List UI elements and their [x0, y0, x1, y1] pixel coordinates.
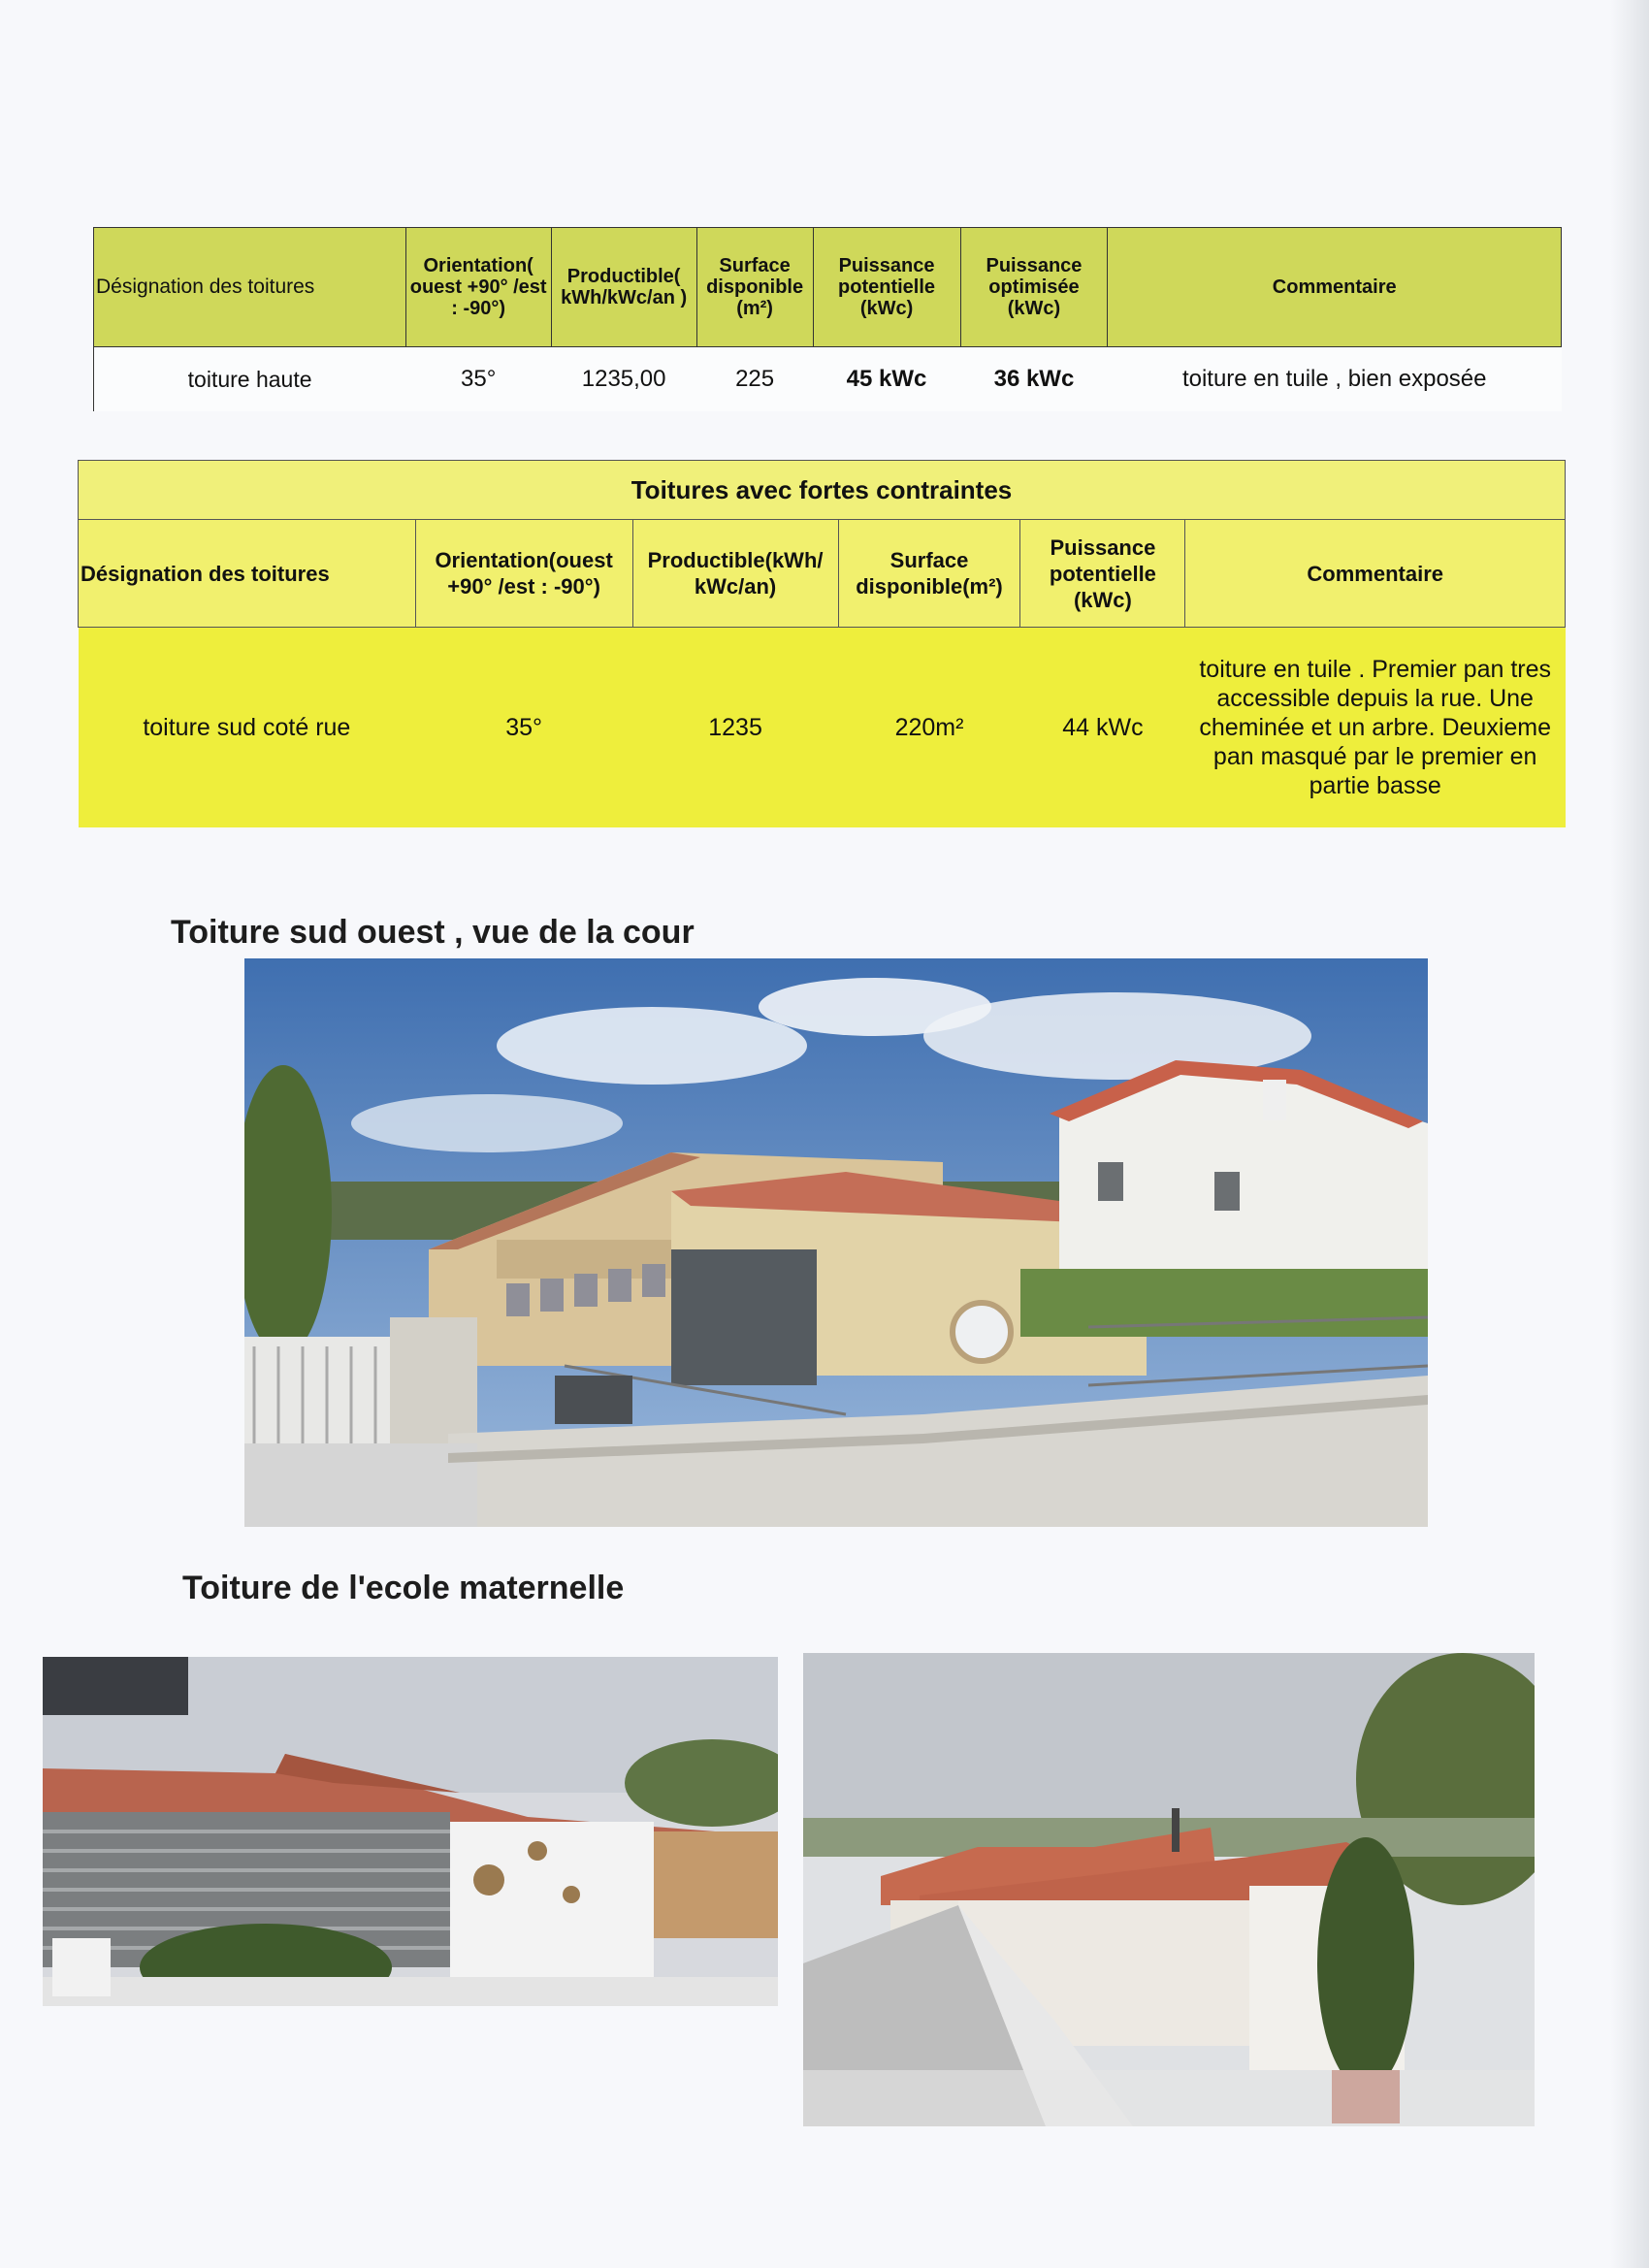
photo-school-courtyard [244, 958, 1428, 1527]
cell-surface: 220m² [838, 628, 1020, 828]
cell-commentaire: toiture en tuile , bien exposée [1108, 347, 1562, 412]
table-header-row [79, 520, 1566, 628]
header-productible: Productible( kWh/kWc/an ) [551, 228, 696, 347]
section-title-kindergarten-roof: Toiture de l'ecole maternelle [182, 1570, 625, 1606]
header-puissance-optimisee: Puissance optimisée (kWc) [960, 228, 1108, 347]
header-orientation: Orientation( ouest +90° /est : -90°) [405, 228, 551, 347]
table-title-row [79, 461, 1566, 520]
cell-surface: 225 [696, 347, 813, 412]
cell-productible: 1235 [632, 628, 838, 828]
cell-orientation: 35° [405, 347, 551, 412]
cell-designation: toiture sud coté rue [79, 628, 416, 828]
header-designation: Désignation des toitures [79, 520, 416, 628]
photo-kindergarten-street [43, 1657, 778, 2006]
roof-table-main [93, 227, 1562, 411]
cell-commentaire: toiture en tuile . Premier pan tres accessible depuis la rue. Une cheminée et un arbre. Deuxieme pan masqué par le premier en partie basse [1185, 628, 1566, 828]
table-row [79, 628, 1566, 828]
roof-table-constraints [78, 460, 1566, 827]
photo-kindergarten-roof-street [803, 1653, 1535, 2126]
header-puissance-potentielle: Puissance potentielle (kWc) [1020, 520, 1185, 628]
header-commentaire: Commentaire [1108, 228, 1562, 347]
cell-puissance-potentielle: 44 kWc [1020, 628, 1185, 828]
header-surface: Surface disponible(m²) [838, 520, 1020, 628]
cell-orientation: 35° [415, 628, 632, 828]
cell-puissance-optimisee: 36 kWc [960, 347, 1108, 412]
cell-puissance-potentielle: 45 kWc [813, 347, 960, 412]
header-productible: Productible(kWh/ kWc/an) [632, 520, 838, 628]
table-header-row [94, 228, 1562, 347]
table-row [94, 347, 1562, 412]
header-surface: Surface disponible (m²) [696, 228, 813, 347]
cell-productible: 1235,00 [551, 347, 696, 412]
header-orientation: Orientation(ouest +90° /est : -90°) [415, 520, 632, 628]
cell-designation: toiture haute [94, 347, 406, 412]
table-title: Toitures avec fortes contraintes [79, 461, 1566, 520]
header-designation: Désignation des toitures [94, 228, 406, 347]
header-puissance-potentielle: Puissance potentielle (kWc) [813, 228, 960, 347]
section-title-southwest-roof: Toiture sud ouest , vue de la cour [171, 914, 695, 951]
page-edge [1610, 0, 1649, 2268]
header-commentaire: Commentaire [1185, 520, 1566, 628]
